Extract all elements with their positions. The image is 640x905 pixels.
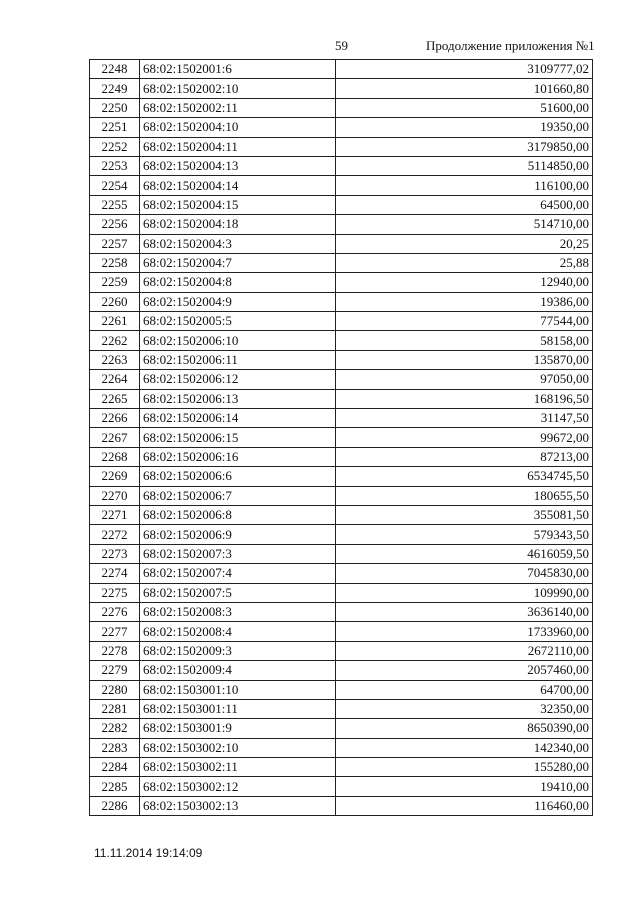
table-row bbox=[90, 234, 593, 253]
cadastral-value: 64500,00 bbox=[336, 195, 593, 214]
row-number: 2269 bbox=[90, 467, 140, 486]
row-number: 2251 bbox=[90, 118, 140, 137]
print-timestamp: 11.11.2014 19:14:09 bbox=[94, 846, 203, 860]
table-row bbox=[90, 370, 593, 389]
row-number: 2277 bbox=[90, 622, 140, 641]
row-number: 2285 bbox=[90, 777, 140, 796]
cadastral-number: 68:02:1503001:11 bbox=[140, 699, 336, 718]
row-number: 2279 bbox=[90, 661, 140, 680]
cadastral-number: 68:02:1502004:18 bbox=[140, 215, 336, 234]
row-number: 2263 bbox=[90, 350, 140, 369]
table-row bbox=[90, 273, 593, 292]
cadastral-value: 116460,00 bbox=[336, 796, 593, 815]
row-number: 2282 bbox=[90, 719, 140, 738]
cadastral-value: 32350,00 bbox=[336, 699, 593, 718]
cadastral-number: 68:02:1503002:12 bbox=[140, 777, 336, 796]
table-row bbox=[90, 525, 593, 544]
row-number: 2249 bbox=[90, 79, 140, 98]
row-number: 2270 bbox=[90, 486, 140, 505]
cadastral-value: 579343,50 bbox=[336, 525, 593, 544]
table-row bbox=[90, 176, 593, 195]
cadastral-value: 142340,00 bbox=[336, 738, 593, 757]
cadastral-number: 68:02:1502006:14 bbox=[140, 409, 336, 428]
cadastral-value: 25,88 bbox=[336, 253, 593, 272]
cadastral-value: 1733960,00 bbox=[336, 622, 593, 641]
cadastral-number: 68:02:1502007:4 bbox=[140, 564, 336, 583]
cadastral-number: 68:02:1502006:9 bbox=[140, 525, 336, 544]
row-number: 2268 bbox=[90, 447, 140, 466]
table-row bbox=[90, 467, 593, 486]
cadastral-number: 68:02:1502004:9 bbox=[140, 292, 336, 311]
row-number: 2273 bbox=[90, 544, 140, 563]
cadastral-number: 68:02:1502001:6 bbox=[140, 60, 336, 79]
table-row bbox=[90, 195, 593, 214]
cadastral-number: 68:02:1502008:3 bbox=[140, 602, 336, 621]
cadastral-number: 68:02:1502006:12 bbox=[140, 370, 336, 389]
row-number: 2256 bbox=[90, 215, 140, 234]
row-number: 2248 bbox=[90, 60, 140, 79]
table-row bbox=[90, 544, 593, 563]
table-row bbox=[90, 137, 593, 156]
table-row bbox=[90, 118, 593, 137]
cadastral-number: 68:02:1502006:6 bbox=[140, 467, 336, 486]
row-number: 2283 bbox=[90, 738, 140, 757]
table-row bbox=[90, 602, 593, 621]
table-row bbox=[90, 796, 593, 815]
table-row bbox=[90, 777, 593, 796]
cadastral-value: 12940,00 bbox=[336, 273, 593, 292]
cadastral-number: 68:02:1502004:3 bbox=[140, 234, 336, 253]
cadastral-number: 68:02:1502004:10 bbox=[140, 118, 336, 137]
cadastral-value: 20,25 bbox=[336, 234, 593, 253]
cadastral-value: 3179850,00 bbox=[336, 137, 593, 156]
table-row bbox=[90, 409, 593, 428]
cadastral-value: 99672,00 bbox=[336, 428, 593, 447]
row-number: 2275 bbox=[90, 583, 140, 602]
row-number: 2274 bbox=[90, 564, 140, 583]
cadastral-number: 68:02:1503002:13 bbox=[140, 796, 336, 815]
cadastral-number: 68:02:1502006:13 bbox=[140, 389, 336, 408]
cadastral-value: 168196,50 bbox=[336, 389, 593, 408]
table-row bbox=[90, 486, 593, 505]
cadastral-value: 101660,80 bbox=[336, 79, 593, 98]
table-row bbox=[90, 622, 593, 641]
row-number: 2272 bbox=[90, 525, 140, 544]
cadastral-number: 68:02:1502004:11 bbox=[140, 137, 336, 156]
cadastral-value: 2057460,00 bbox=[336, 661, 593, 680]
row-number: 2264 bbox=[90, 370, 140, 389]
cadastral-number: 68:02:1502004:15 bbox=[140, 195, 336, 214]
cadastral-value: 19410,00 bbox=[336, 777, 593, 796]
cadastral-number: 68:02:1502006:15 bbox=[140, 428, 336, 447]
cadastral-number: 68:02:1502004:8 bbox=[140, 273, 336, 292]
row-number: 2254 bbox=[90, 176, 140, 195]
cadastral-value: 31147,50 bbox=[336, 409, 593, 428]
cadastral-number: 68:02:1502006:16 bbox=[140, 447, 336, 466]
cadastral-value: 51600,00 bbox=[336, 98, 593, 117]
table-row bbox=[90, 428, 593, 447]
row-number: 2280 bbox=[90, 680, 140, 699]
cadastral-value: 64700,00 bbox=[336, 680, 593, 699]
cadastral-number: 68:02:1502005:5 bbox=[140, 312, 336, 331]
row-number: 2276 bbox=[90, 602, 140, 621]
table-body bbox=[90, 60, 593, 816]
cadastral-value: 514710,00 bbox=[336, 215, 593, 234]
cadastral-number: 68:02:1502006:8 bbox=[140, 505, 336, 524]
row-number: 2267 bbox=[90, 428, 140, 447]
table-row bbox=[90, 719, 593, 738]
table-row bbox=[90, 583, 593, 602]
cadastral-value: 4616059,50 bbox=[336, 544, 593, 563]
cadastral-value: 77544,00 bbox=[336, 312, 593, 331]
cadastral-number: 68:02:1502006:10 bbox=[140, 331, 336, 350]
cadastral-value: 19350,00 bbox=[336, 118, 593, 137]
row-number: 2260 bbox=[90, 292, 140, 311]
cadastral-value-table bbox=[89, 59, 593, 816]
cadastral-value: 58158,00 bbox=[336, 331, 593, 350]
cadastral-number: 68:02:1503002:11 bbox=[140, 758, 336, 777]
cadastral-number: 68:02:1502004:7 bbox=[140, 253, 336, 272]
cadastral-number: 68:02:1503002:10 bbox=[140, 738, 336, 757]
cadastral-number: 68:02:1502006:7 bbox=[140, 486, 336, 505]
table-row bbox=[90, 156, 593, 175]
cadastral-number: 68:02:1502008:4 bbox=[140, 622, 336, 641]
cadastral-value: 180655,50 bbox=[336, 486, 593, 505]
cadastral-value: 2672110,00 bbox=[336, 641, 593, 660]
table-row bbox=[90, 312, 593, 331]
cadastral-value: 87213,00 bbox=[336, 447, 593, 466]
row-number: 2252 bbox=[90, 137, 140, 156]
table-row bbox=[90, 98, 593, 117]
row-number: 2253 bbox=[90, 156, 140, 175]
cadastral-value: 6534745,50 bbox=[336, 467, 593, 486]
cadastral-number: 68:02:1502004:13 bbox=[140, 156, 336, 175]
cadastral-number: 68:02:1502004:14 bbox=[140, 176, 336, 195]
cadastral-value: 116100,00 bbox=[336, 176, 593, 195]
table-row bbox=[90, 79, 593, 98]
cadastral-number: 68:02:1503001:9 bbox=[140, 719, 336, 738]
table-row bbox=[90, 60, 593, 79]
row-number: 2278 bbox=[90, 641, 140, 660]
cadastral-number: 68:02:1502002:11 bbox=[140, 98, 336, 117]
cadastral-value: 19386,00 bbox=[336, 292, 593, 311]
cadastral-value: 155280,00 bbox=[336, 758, 593, 777]
cadastral-value: 5114850,00 bbox=[336, 156, 593, 175]
row-number: 2262 bbox=[90, 331, 140, 350]
table-row bbox=[90, 505, 593, 524]
table-row bbox=[90, 253, 593, 272]
cadastral-value: 8650390,00 bbox=[336, 719, 593, 738]
row-number: 2250 bbox=[90, 98, 140, 117]
table-row bbox=[90, 680, 593, 699]
cadastral-value: 355081,50 bbox=[336, 505, 593, 524]
row-number: 2261 bbox=[90, 312, 140, 331]
table-row bbox=[90, 564, 593, 583]
row-number: 2284 bbox=[90, 758, 140, 777]
row-number: 2266 bbox=[90, 409, 140, 428]
row-number: 2271 bbox=[90, 505, 140, 524]
row-number: 2255 bbox=[90, 195, 140, 214]
table-row bbox=[90, 661, 593, 680]
cadastral-value: 109990,00 bbox=[336, 583, 593, 602]
cadastral-value: 7045830,00 bbox=[336, 564, 593, 583]
row-number: 2286 bbox=[90, 796, 140, 815]
row-number: 2257 bbox=[90, 234, 140, 253]
table-row bbox=[90, 699, 593, 718]
cadastral-number: 68:02:1502002:10 bbox=[140, 79, 336, 98]
table-row bbox=[90, 350, 593, 369]
row-number: 2265 bbox=[90, 389, 140, 408]
table-row bbox=[90, 292, 593, 311]
table-row bbox=[90, 641, 593, 660]
cadastral-value: 97050,00 bbox=[336, 370, 593, 389]
table-row bbox=[90, 738, 593, 757]
row-number: 2258 bbox=[90, 253, 140, 272]
row-number: 2281 bbox=[90, 699, 140, 718]
row-number: 2259 bbox=[90, 273, 140, 292]
cadastral-number: 68:02:1502009:4 bbox=[140, 661, 336, 680]
table-row bbox=[90, 331, 593, 350]
cadastral-number: 68:02:1502007:5 bbox=[140, 583, 336, 602]
table-row bbox=[90, 447, 593, 466]
cadastral-value: 3109777,02 bbox=[336, 60, 593, 79]
table-row bbox=[90, 389, 593, 408]
cadastral-number: 68:02:1502007:3 bbox=[140, 544, 336, 563]
cadastral-value: 135870,00 bbox=[336, 350, 593, 369]
page-number: 59 bbox=[335, 38, 348, 53]
cadastral-number: 68:02:1502009:3 bbox=[140, 641, 336, 660]
appendix-title: Продолжение приложения №1 bbox=[426, 38, 595, 53]
cadastral-number: 68:02:1503001:10 bbox=[140, 680, 336, 699]
table-row bbox=[90, 758, 593, 777]
cadastral-number: 68:02:1502006:11 bbox=[140, 350, 336, 369]
table-row bbox=[90, 215, 593, 234]
cadastral-value: 3636140,00 bbox=[336, 602, 593, 621]
